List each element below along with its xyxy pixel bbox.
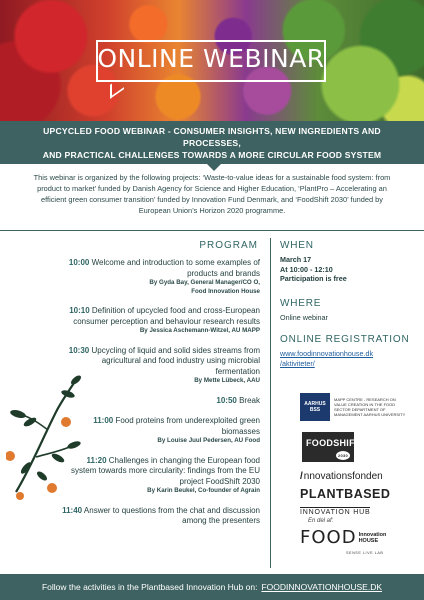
where-value: Online webinar xyxy=(280,312,328,322)
section-divider xyxy=(0,230,424,231)
agenda-item-speaker: By Louise Juul Pedersen, AU Food xyxy=(157,437,260,444)
innovationsfonden-logo: /nnovationsfonden xyxy=(300,471,383,482)
banner-line-1: UPCYCLED FOOD WEBINAR - CONSUMER INSIGHTS, NEW INGREDIENTS AND PROCESSES, xyxy=(43,125,381,148)
intro-paragraph: This webinar is organized by the following projects: ‘Waste-to-value ideas for a sustainable food system: from product to market’ funded by Danish Agency for Science and Higher Education, ‘PlantPro – Accelerating an efficient green consumer transition’ funded by Innovation Fund Denmark, and ‘FoodShift 2030’ funded by European Union’s Horizon 2020 programme. xyxy=(33,173,391,215)
when-date: March 17 xyxy=(280,255,312,264)
agenda-item-speaker: Food Innovation House xyxy=(191,287,260,295)
registration-link-line-1[interactable]: www.foodinnovationhouse.dk xyxy=(280,349,374,358)
agenda-item-time: 11:00 xyxy=(93,416,114,425)
plantbased-logo-title: PLANTBASED xyxy=(300,487,391,501)
foodshift-logo: FOODSHIFT 2030 xyxy=(302,432,354,462)
agenda-item xyxy=(60,258,260,296)
agenda-item-time: 10:50 xyxy=(216,395,237,405)
when-heading: WHEN xyxy=(280,240,314,251)
registration-heading: ONLINE REGISTRATION xyxy=(280,334,410,345)
agenda-item-text: Definition of upcycled food and cross-European consumer perception and behaviour research results xyxy=(73,306,260,326)
agenda-item-title xyxy=(60,346,260,378)
agenda-item-title xyxy=(60,396,260,407)
agenda-item-title xyxy=(60,258,260,279)
foodshift-badge: 2030 xyxy=(337,453,349,458)
agenda-item xyxy=(60,416,260,446)
agenda-item-text: Welcome and introduction to some examples of products and brands xyxy=(91,258,260,278)
agenda-item xyxy=(60,396,260,407)
program-heading: PROGRAM xyxy=(199,240,258,251)
plantbased-innovation-hub-logo xyxy=(300,488,410,519)
food-innovation-house-logo xyxy=(300,527,386,548)
part-of-label: En del af: xyxy=(308,518,334,524)
hero-title: ONLINE WEBINAR xyxy=(97,44,325,73)
banner-line-2: AND PRACTICAL CHALLENGES TOWARDS A MORE CIRCULAR FOOD SYSTEM xyxy=(42,149,382,160)
agenda-item-time: 10:30 xyxy=(68,345,90,355)
agenda-item-speaker: By Gyda Bay, General Manager/CO O, xyxy=(149,279,260,286)
registration-link[interactable] xyxy=(280,349,420,368)
footer-link[interactable]: FOODINNOVATIONHOUSE.DK xyxy=(261,582,383,592)
fih-logo-innovation-house: Innovation HOUSE xyxy=(358,531,387,544)
agenda-item-text: Upcycling of liquid and solid sides streams from agricultural and food industry using microbial fermentation xyxy=(91,345,260,376)
agenda-item-text: Challenges in changing the European food system towards more circularity: findings from the EU project FoodShift 2030 xyxy=(71,455,260,486)
agenda-item xyxy=(60,346,260,386)
leaf-branch-illustration xyxy=(6,372,84,502)
agenda-item-text: Break xyxy=(239,395,260,405)
agenda-item xyxy=(60,506,260,527)
agenda-item-time: 11:20 xyxy=(86,455,107,465)
fih-logo-food: FOOD xyxy=(300,527,357,548)
hero-image xyxy=(0,0,424,121)
agenda-item-time: 11:40 xyxy=(62,505,83,515)
agenda-item-time: 10:00 xyxy=(68,258,90,267)
info-column xyxy=(280,240,420,368)
agenda-item-text: Food proteins from underexploited green biomasses xyxy=(115,416,260,436)
where-heading: WHERE xyxy=(280,297,322,309)
agenda-item-text: Answer to questions from the chat and discussion among the presenters xyxy=(83,505,260,525)
fih-logo-tagline: SENSE LIVE LAB xyxy=(346,551,384,555)
agenda-item-speaker: By Karin Beukel, Co-founder of Agrain xyxy=(147,487,260,494)
agenda-item-speaker: By Mette Lübeck, AAU xyxy=(194,377,260,384)
when-fee: Participation is free xyxy=(280,274,347,283)
agenda-item-title xyxy=(60,506,260,527)
aarhus-bss-logo xyxy=(300,392,410,422)
banner-text xyxy=(18,125,406,161)
agenda-list xyxy=(60,258,260,537)
agenda-item xyxy=(60,456,260,496)
agenda-item-time: 10:10 xyxy=(69,306,90,315)
agenda-item-title xyxy=(60,456,260,488)
agenda-item-speaker: By Jessica Aschemann-Witzel, AU MAPP xyxy=(139,327,260,334)
agenda-item xyxy=(60,306,260,336)
agenda-item-title xyxy=(60,416,260,437)
footer xyxy=(0,574,424,600)
title-banner xyxy=(0,121,424,164)
when-time: At 10:00 - 12:10 xyxy=(280,264,333,274)
footer-text: Follow the activities in the Plantbased Innovation Hub on: xyxy=(41,582,258,592)
plantbased-logo-subtitle: INNOVATION HUB xyxy=(300,509,371,516)
aarhus-logo-text: MAPP CENTRE - RESEARCH ON VALUE CREATION IN THE FOOD SECTOR DEPARTMENT OF MANAGEMENT AARHUS UNIVERSITY xyxy=(334,397,406,417)
aarhus-seal: AARHUS BSS xyxy=(300,393,330,421)
column-divider xyxy=(270,238,271,568)
registration-link-line-2[interactable]: /aktiviteter/ xyxy=(280,358,315,368)
agenda-item-title xyxy=(60,306,260,327)
